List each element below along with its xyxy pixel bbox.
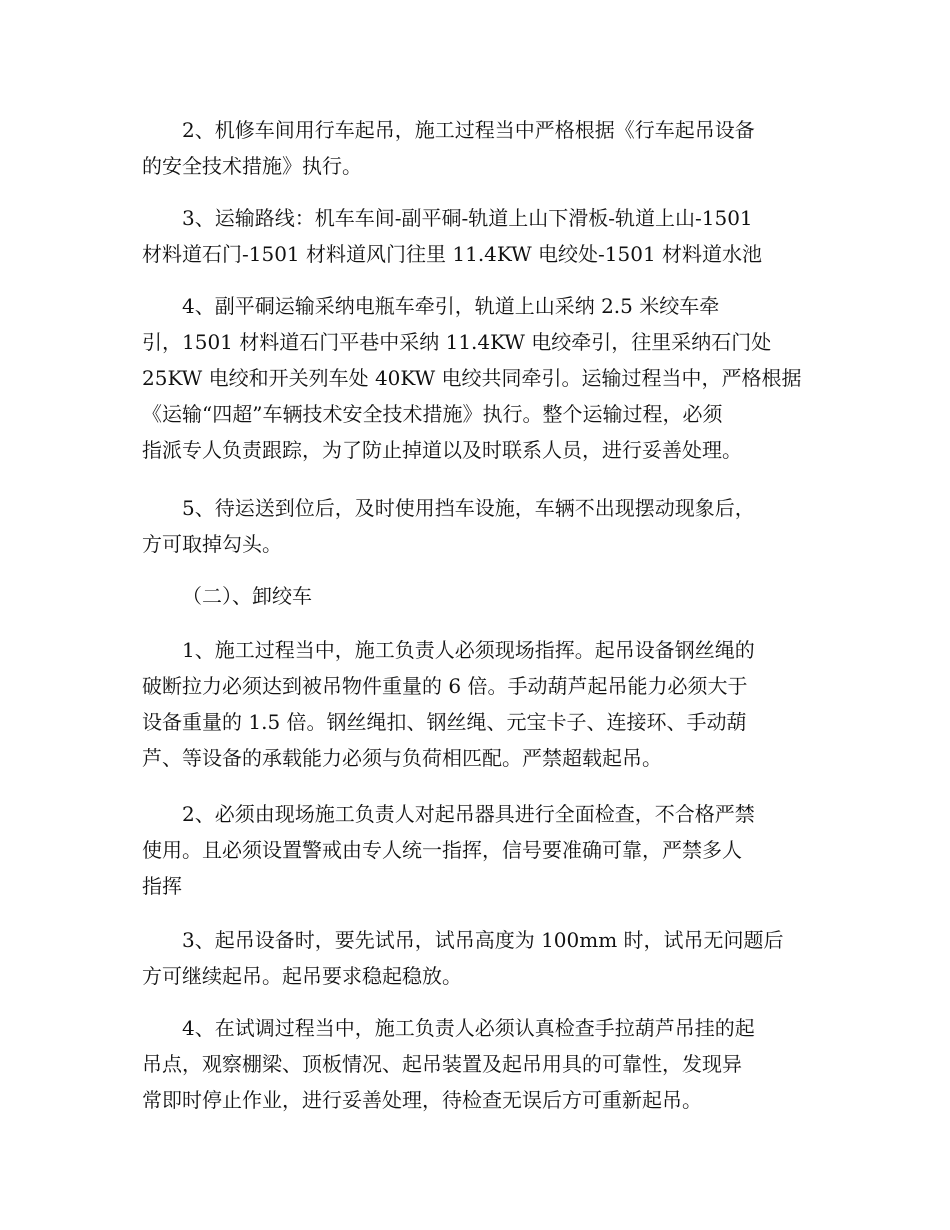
text-line: 指派专人负责跟踪，为了防止掉道以及时联系人员，进行妥善处理。 <box>142 438 742 462</box>
text-line: 5、待运送到位后，及时使用挡车设施，车辆不出现摆动现象后， <box>182 496 755 520</box>
text-line: 使用。且必须设置警戒由专人统一指挥，信号要准确可靠，严禁多人 <box>142 838 742 862</box>
text-line: 的安全技术措施》执行。 <box>142 154 362 178</box>
paragraph-lifting-command <box>142 632 807 776</box>
text-line: 4、在试调过程当中，施工负责人必须认真检查手拉葫芦吊挂的起 <box>182 1016 755 1040</box>
text-line: 破断拉力必须达到被吊物件重量的 6 倍。手动葫芦起吊能力必须大于 <box>142 674 748 698</box>
text-line: 引，1501 材料道石门平巷中采纳 11.4KW 电绞牵引，往里采纳石门处 <box>142 330 772 354</box>
section-heading-unload-winch <box>142 578 807 614</box>
paragraph-transport-route <box>142 200 807 272</box>
paragraph-equipment-check <box>142 796 807 904</box>
text-line: 1、施工过程当中，施工负责人必须现场指挥。起吊设备钢丝绳的 <box>182 638 755 662</box>
text-line: 芦、等设备的承载能力必须与负荷相匹配。严禁超载起吊。 <box>142 746 662 770</box>
paragraph-trial-lift <box>142 922 807 994</box>
text-line: 方可取掉勾头。 <box>142 532 282 556</box>
paragraph-crane-lifting <box>142 112 807 184</box>
text-line: 方可继续起吊。起吊要求稳起稳放。 <box>142 964 462 988</box>
text-line: 3、运输路线：机车车间-副平硐-轨道上山下滑板-轨道上山-1501 <box>182 206 753 230</box>
paragraph-inspection <box>142 1010 807 1118</box>
text-line: 2、必须由现场施工负责人对起吊器具进行全面检查，不合格严禁 <box>182 802 755 826</box>
text-line: 设备重量的 1.5 倍。钢丝绳扣、钢丝绳、元宝卡子、连接环、手动葫 <box>142 710 747 734</box>
text-line: 25KW 电绞和开关列车处 40KW 电绞共同牵引。运输过程当中，严格根据 <box>142 366 802 390</box>
text-line: 《运输“四超”车辆技术安全技术措施》执行。整个运输过程，必须 <box>142 402 723 426</box>
text-line: 指挥 <box>142 874 182 898</box>
text-line: 常即时停止作业，进行妥善处理，待检查无误后方可重新起吊。 <box>142 1088 702 1112</box>
paragraph-arrival <box>142 490 807 562</box>
paragraph-traction <box>142 288 807 468</box>
text-line: 吊点，观察棚梁、顶板情况、起吊装置及起吊用具的可靠性，发现异 <box>142 1052 742 1076</box>
section-heading: （二）、卸绞车 <box>182 584 312 608</box>
text-line: 2、机修车间用行车起吊，施工过程当中严格根据《行车起吊设备 <box>182 118 755 142</box>
text-line: 材料道石门-1501 材料道风门往里 11.4KW 电绞处-1501 材料道水池 <box>142 242 763 266</box>
text-line: 4、副平硐运输采纳电瓶车牵引，轨道上山采纳 2.5 米绞车牵 <box>182 294 720 318</box>
text-line: 3、起吊设备时，要先试吊，试吊高度为 100mm 时，试吊无问题后 <box>182 928 784 952</box>
